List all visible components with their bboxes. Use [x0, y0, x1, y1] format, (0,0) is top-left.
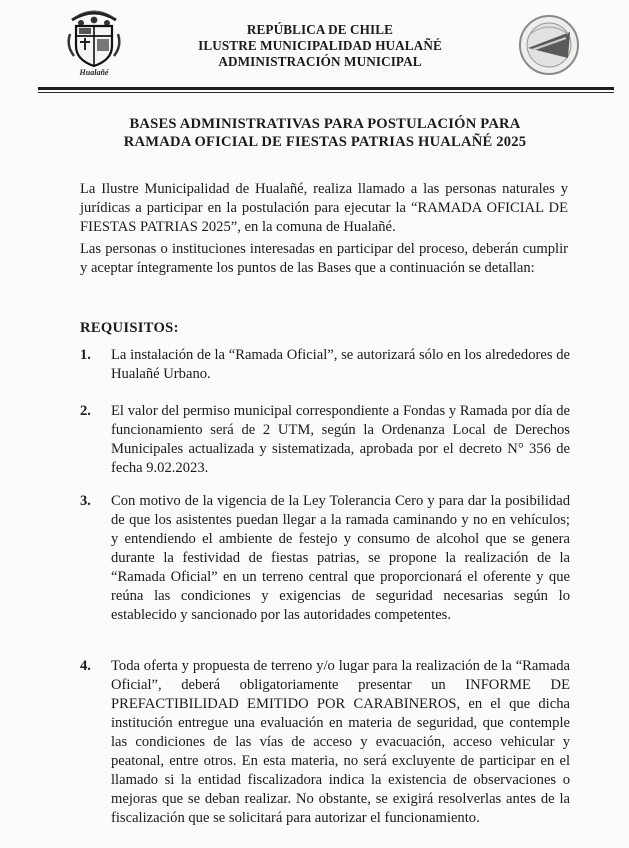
requisito-number: 2. [80, 403, 91, 419]
requisito-number: 1. [80, 347, 91, 363]
institutional-seal-icon [518, 14, 580, 76]
requisito-text: Con motivo de la vigencia de la Ley Tolerancia Cero y para dar la posibilidad de que los asistentes puedan llegar a la ramada caminando y no en vehículos; y entendiendo el ambiente de festejo y consumo de alcohol que se genera durante la festividad de fiestas patrias, se propone la realización de la “Ramada Oficial” en un terreno central que proporcionará el oferente y que reúna las condiciones y exigencias de seguridad necesarias según lo establecido y sancionado por las autoridades competentes. [111, 493, 570, 623]
requisitos-heading: REQUISITOS: [80, 320, 179, 336]
requisito-number: 4. [80, 658, 91, 674]
letterhead-line-2: ILUSTRE MUNICIPALIDAD HUALAÑÉ [198, 38, 442, 53]
letterhead [150, 22, 490, 70]
requisito-text: Toda oferta y propuesta de terreno y/o lugar para la realización de la “Ramada Oficial”, deberá obligatoriamente presentar un INFORME DE PREFACTIBILIDAD EMITIDO POR CARABINEROS, en el que dicha institución entregue una evaluación en materia de seguridad, que contemple las condiciones de las vías de acceso y evacuación, acceso vehicular y peatonal, entre otros. En esta materia, no será excluyente de participar en el llamado si la entidad fiscalizadora indica la existencia de observaciones o mejoras que se deban realizar. No obstante, se exigirá resolverlas antes de la fiscalización que se solicitará para autorizar el funcionamiento. [111, 658, 570, 826]
requisito-number: 3. [80, 493, 91, 509]
municipal-crest-icon [66, 6, 122, 78]
intro-paragraph: Las personas o instituciones interesadas en participar del proceso, deberán cumplir y aceptar íntegramente los puntos de las Bases que a continuación se detallan: [80, 241, 568, 276]
letterhead-line-3: ADMINISTRACIÓN MUNICIPAL [218, 54, 422, 69]
header-rule-thick [38, 87, 614, 90]
document-title-line-1: BASES ADMINISTRATIVAS PARA POSTULACIÓN PARA [129, 116, 521, 132]
document-title [60, 115, 590, 151]
document-title-line-2: RAMADA OFICIAL DE FIESTAS PATRIAS HUALAÑÉ 2025 [123, 134, 527, 150]
intro-paragraph: La Ilustre Municipalidad de Hualañé, realiza llamado a las personas naturales y jurídicas a participar en la postulación para ejecutar la “RAMADA OFICIAL DE FIESTAS PATRIAS 2025”, en la comuna de Hualañé. [80, 181, 568, 235]
letterhead-line-1: REPÚBLICA DE CHILE [246, 22, 394, 37]
crest-caption: Hualañé [79, 68, 109, 77]
header-rule-thin [38, 92, 614, 93]
requisito-text: La instalación de la “Ramada Oficial”, se autorizará sólo en los alrededores de Hualañé Urbano. [111, 347, 570, 382]
requisito-text: El valor del permiso municipal correspondiente a Fondas y Ramada por día de funcionamiento será de 2 UTM, según la Ordenanza Local de Derechos Municipales actualizada y sistematizada, aprobada por el decreto N° 356 de fecha 9.02.2023. [111, 403, 570, 476]
